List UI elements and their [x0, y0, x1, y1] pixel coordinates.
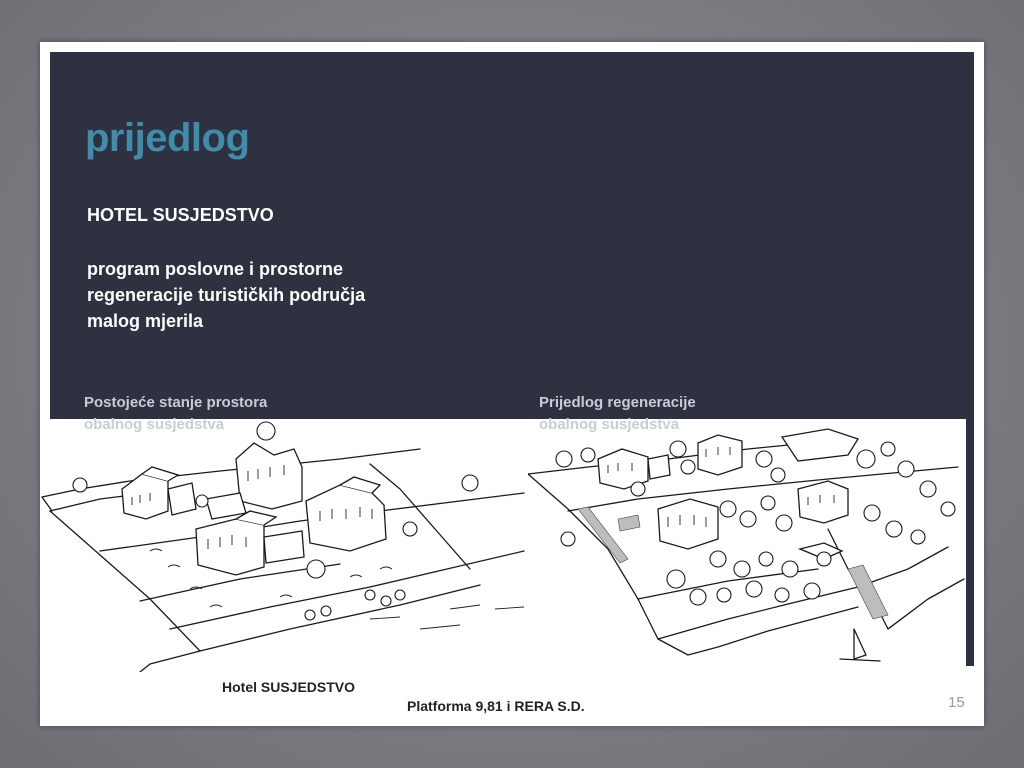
- program-description: [87, 256, 507, 334]
- slide-title: prijedlog: [85, 116, 250, 160]
- caption-left-line-1: Postojeće stanje prostora: [84, 394, 268, 411]
- program-line-1: program poslovne i prostorne: [87, 259, 344, 279]
- program-line-2: regeneracije turističkih područja: [87, 285, 366, 305]
- page-number: 15: [948, 694, 965, 711]
- slide: [40, 42, 984, 726]
- sketch-area: [40, 419, 966, 672]
- footer-platform-label: Platforma 9,81 i RERA S.D.: [407, 698, 585, 714]
- hotel-name-heading: HOTEL SUSJEDSTVO: [87, 205, 274, 225]
- caption-left-line-2: obalnog susjedstva: [84, 416, 225, 433]
- caption-right-line-1: Prijedlog regeneracije: [539, 394, 696, 411]
- caption-proposal: [539, 392, 839, 436]
- program-line-3: malog mjerila: [87, 311, 204, 331]
- building-group: [122, 443, 386, 575]
- existing-state-sketch: [40, 419, 530, 672]
- caption-existing-state: [84, 392, 384, 436]
- proposed-regeneration-sketch: [528, 419, 966, 672]
- footer-hotel-label: Hotel SUSJEDSTVO: [222, 679, 356, 695]
- caption-right-line-2: obalnog susjedstva: [539, 416, 680, 433]
